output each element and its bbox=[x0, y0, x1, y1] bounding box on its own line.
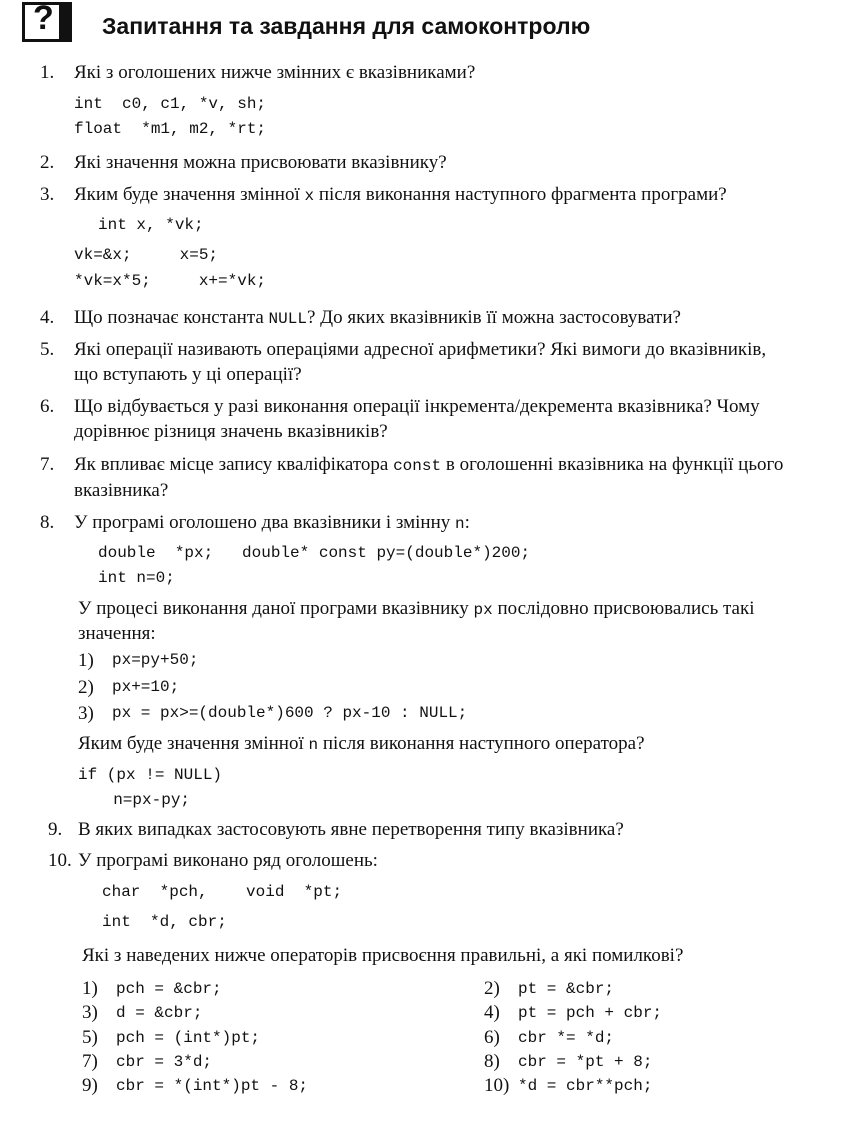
q2-text: Які значення можна присвоювати вказівнику? bbox=[74, 152, 447, 173]
q7-line-1: Як впливає місце запису кваліфікатора const в оголошенні вказівника на функції цього bbox=[74, 454, 784, 475]
q3-code-line-2: vk=&x; x=5; bbox=[74, 246, 219, 264]
q8-item-3-code: px = px>=(double*)600 ? px-10 : NULL; bbox=[112, 704, 468, 722]
q1-number: 1. bbox=[40, 62, 55, 83]
q2-number: 2. bbox=[40, 152, 55, 173]
q1-code-line-1: int c0, c1, *v, sh; bbox=[74, 95, 267, 113]
q10-item-code: cbr = *(int*)pt - 8; bbox=[116, 1077, 309, 1095]
q8-item-2-code: px+=10; bbox=[112, 678, 180, 696]
q10-item-code: pt = &cbr; bbox=[518, 980, 615, 998]
q3-text: Яким буде значення змінної x після виконання наступного фрагмента програми? bbox=[74, 184, 727, 205]
q10-number: 10. bbox=[48, 850, 72, 871]
q10-item-code: d = &cbr; bbox=[116, 1004, 203, 1022]
q4-number: 4. bbox=[40, 307, 55, 328]
q10-item-code: cbr *= *d; bbox=[518, 1029, 615, 1047]
q10-code-line-2: int *d, cbr; bbox=[102, 913, 227, 931]
q10-item-number: 8) bbox=[484, 1051, 500, 1072]
q10-item-code: cbr = *pt + 8; bbox=[518, 1053, 653, 1071]
q10-item-number: 4) bbox=[484, 1002, 500, 1023]
q10-item-number: 9) bbox=[82, 1075, 98, 1096]
q6-line-2: дорівнює різниця значень вказівників? bbox=[74, 421, 388, 442]
q10-code-line-1: char *pch, void *pt; bbox=[102, 883, 343, 901]
q10-item-code: pch = (int*)pt; bbox=[116, 1029, 261, 1047]
q5-number: 5. bbox=[40, 339, 55, 360]
q6-line-1: Що відбувається у разі виконання операції інкремента/декремента вказівника? Чому bbox=[74, 396, 760, 417]
q1-text: Які з оголошених нижче змінних є вказівниками? bbox=[74, 62, 476, 83]
q8-number: 8. bbox=[40, 512, 55, 533]
q10-item-number: 6) bbox=[484, 1027, 500, 1048]
q10-item-code: *d = cbr**pch; bbox=[518, 1077, 653, 1095]
page-title: Запитання та завдання для самоконтролю bbox=[102, 13, 591, 39]
q6-number: 6. bbox=[40, 396, 55, 417]
q8-paragraph-line-1: У процесі виконання даної програми вказівнику px послідовно присвоювались такі bbox=[78, 598, 755, 619]
q8-item-3-number: 3) bbox=[78, 703, 94, 724]
q7-line-2: вказівника? bbox=[74, 480, 169, 501]
q9-number: 9. bbox=[48, 819, 63, 840]
q8-item-2-number: 2) bbox=[78, 677, 94, 698]
q10-item-code: cbr = 3*d; bbox=[116, 1053, 213, 1071]
q3-code-line-1: int x, *vk; bbox=[98, 216, 204, 234]
q8-code-line-2: int n=0; bbox=[98, 569, 175, 587]
q8-item-1-code: px=py+50; bbox=[112, 651, 199, 669]
q8-code2-line-1: if (px != NULL) bbox=[78, 766, 223, 784]
q10-item-code: pch = &cbr; bbox=[116, 980, 222, 998]
q10-item-number: 1) bbox=[82, 978, 98, 999]
q4-text: Що позначає константа NULL? До яких вказівників її можна застосовувати? bbox=[74, 307, 681, 328]
q3-number: 3. bbox=[40, 184, 55, 205]
q8-question: Яким буде значення змінної n після виконання наступного оператора? bbox=[78, 733, 645, 754]
q8-item-1-number: 1) bbox=[78, 650, 94, 671]
q8-code-line-1: double *px; double* const py=(double*)200; bbox=[98, 544, 531, 562]
q10-item-number: 5) bbox=[82, 1027, 98, 1048]
q9-text: В яких випадках застосовують явне перетворення типу вказівника? bbox=[78, 819, 624, 840]
q8-paragraph-line-2: значення: bbox=[78, 623, 156, 644]
q10-item-number: 2) bbox=[484, 978, 500, 999]
q10-text: У програмі виконано ряд оголошень: bbox=[78, 850, 378, 871]
question-mark-icon: ? bbox=[22, 2, 72, 42]
q8-code2-line-2: n=px-py; bbox=[94, 791, 191, 809]
q10-item-number: 10) bbox=[484, 1075, 510, 1096]
q10-item-number: 7) bbox=[82, 1051, 98, 1072]
q7-number: 7. bbox=[40, 454, 55, 475]
q3-code-line-3: *vk=x*5; x+=*vk; bbox=[74, 272, 267, 290]
q5-line-2: що вступають у ці операції? bbox=[74, 364, 302, 385]
q8-text: У програмі оголошено два вказівники і змінну n: bbox=[74, 512, 470, 533]
q1-code-line-2: float *m1, m2, *rt; bbox=[74, 120, 267, 138]
q5-line-1: Які операції називають операціями адресної арифметики? Які вимоги до вказівників, bbox=[74, 339, 767, 360]
q10-item-number: 3) bbox=[82, 1002, 98, 1023]
q10-question: Які з наведених нижче операторів присвоєння правильні, а які помилкові? bbox=[82, 945, 684, 966]
q10-item-code: pt = pch + cbr; bbox=[518, 1004, 663, 1022]
